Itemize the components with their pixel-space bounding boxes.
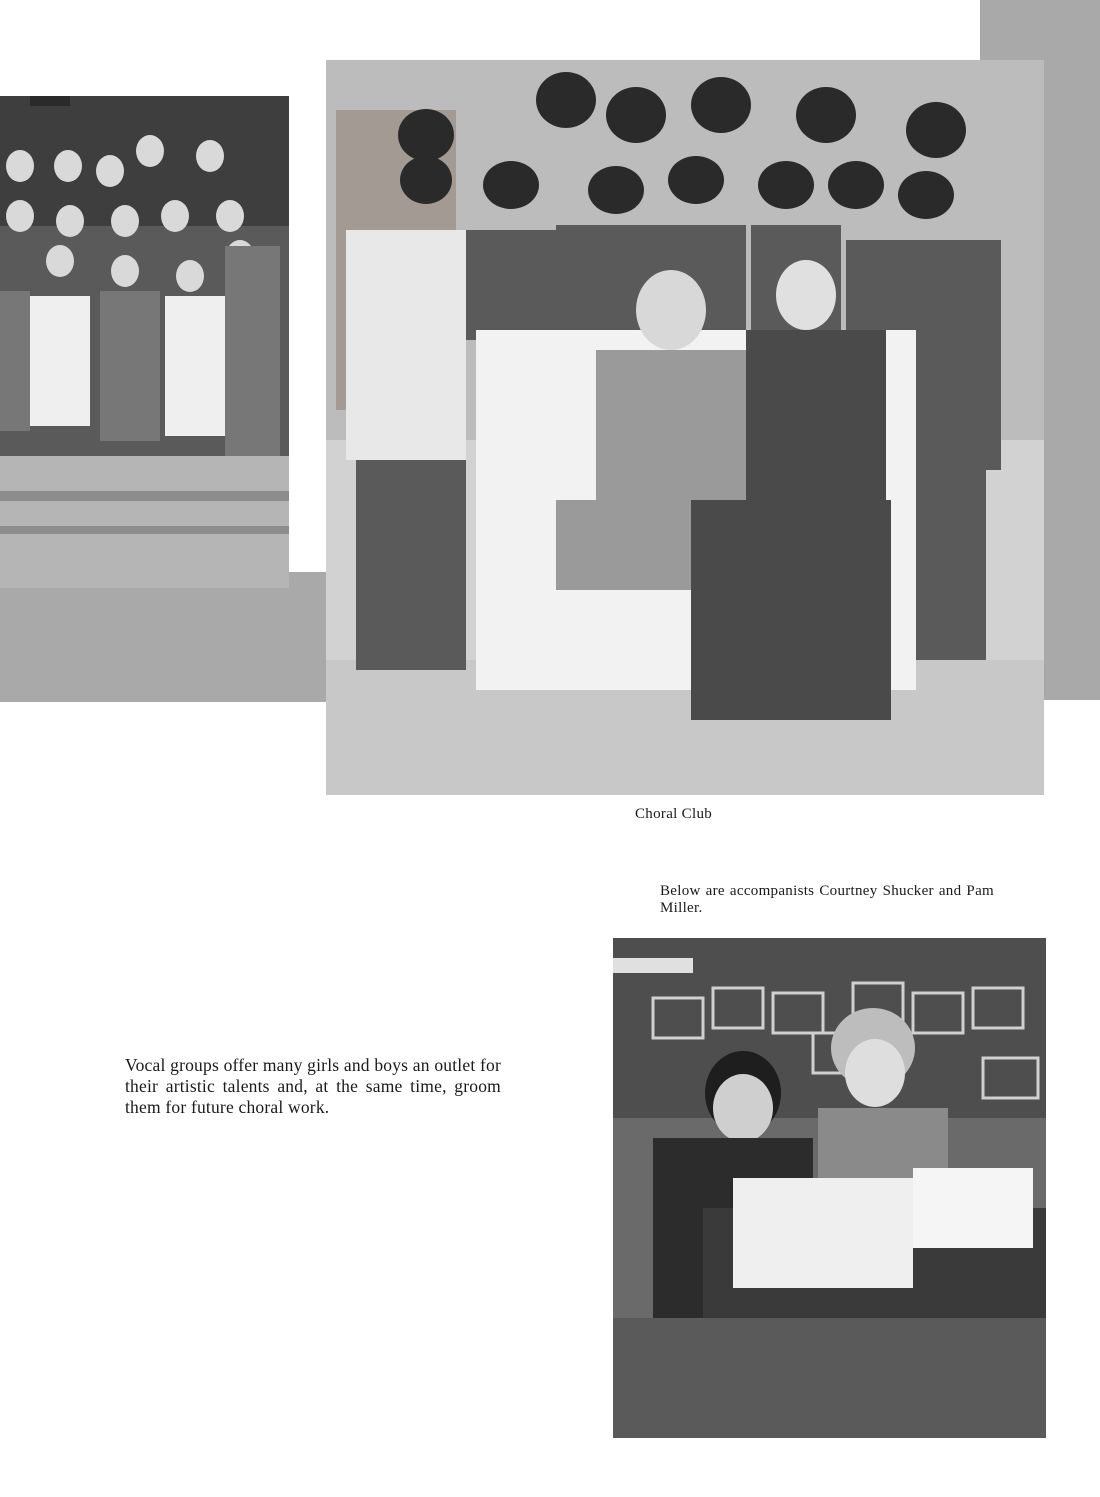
choral-club-photo: [326, 60, 1044, 795]
choral-club-caption: Choral Club: [635, 806, 713, 822]
accompanists-caption: Below are accompanists Courtney Shucker and Pam Miller.: [660, 883, 994, 916]
gray-block-left: [0, 572, 326, 702]
vocal-groups-paragraph: Vocal groups offer many girls and boys an outlet for their artistic talents and, at the same time, groom them for future choral work.: [125, 1055, 501, 1117]
accompanists-photo: [613, 938, 1046, 1438]
group-photo-left: [0, 96, 289, 588]
